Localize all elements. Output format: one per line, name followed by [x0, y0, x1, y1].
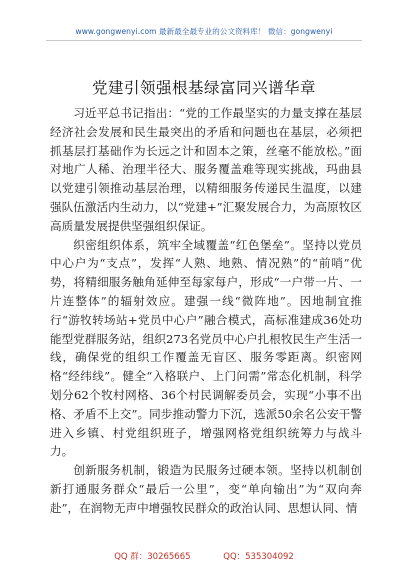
- site-header: www.gongwenyi.com 最新最全最专业的公文资料库！ 微信：gongwenyi: [75, 27, 333, 36]
- paragraph-2: 织密组织体系，筑牢全域覆盖“红色堡垒”。坚持以党员中心户为“支点”，发挥“人熟、地熟、情况熟”的“前哨”优势，将精细服务触角延伸至每家每户，形成“一户带一片、一片连整体”的辐射效应。建强一线“微阵地”。因地制宜推行“游牧转场站+党员中心户”融合模式，高标准建成36处功能型党群服务站，组织273名党员中心户扎根牧民生产生活一线，确保党的组织工作覆盖无盲区、服务零距离。织密网格“经纬线”。健全“入格联户、上门问需”常态化机制，科学划分62个牧村网格、36个村民调解委员会，实现“小事不出格、矛盾不上交”。同步推动警力下沉，选派50余名公安干警进入乡镇、村党组织班子，增强网格党组织统筹力与战斗力。: [50, 237, 362, 459]
- site-footer: [0, 550, 408, 562]
- paragraph-3: 创新服务机制，锻造为民服务过硬本领。坚持以机制创新打通服务群众“最后一公里”，变“单向输出”为“双向奔赴”，在润物无声中增强牧民群众的政治认同、思想认同、情: [50, 463, 362, 515]
- header-divider: [46, 40, 362, 41]
- document-title: 党建引领强根基绿富同兴谱华章: [91, 79, 316, 97]
- paragraph-1: 习近平总书记指出：“党的工作最坚实的力量支撑在基层经济社会发展和民生最突出的矛盾和问题也在基层，必须把抓基层打基础作为长远之计和固本之策，丝毫不能放松。”面对地广人稀、治理半径大、服务覆盖难等现实挑战，玛曲县以党建引领推动基层治理，以精细服务传递民生温度，以建强队伍激活内生动力，以“党建+”汇聚发展合力，为高原牧区高质量发展提供坚强组织保证。: [50, 106, 362, 233]
- footer-qq: QQ：535304092: [223, 552, 294, 562]
- footer-qq-group: QQ 群：30265665: [114, 552, 191, 562]
- document-body: [50, 104, 362, 518]
